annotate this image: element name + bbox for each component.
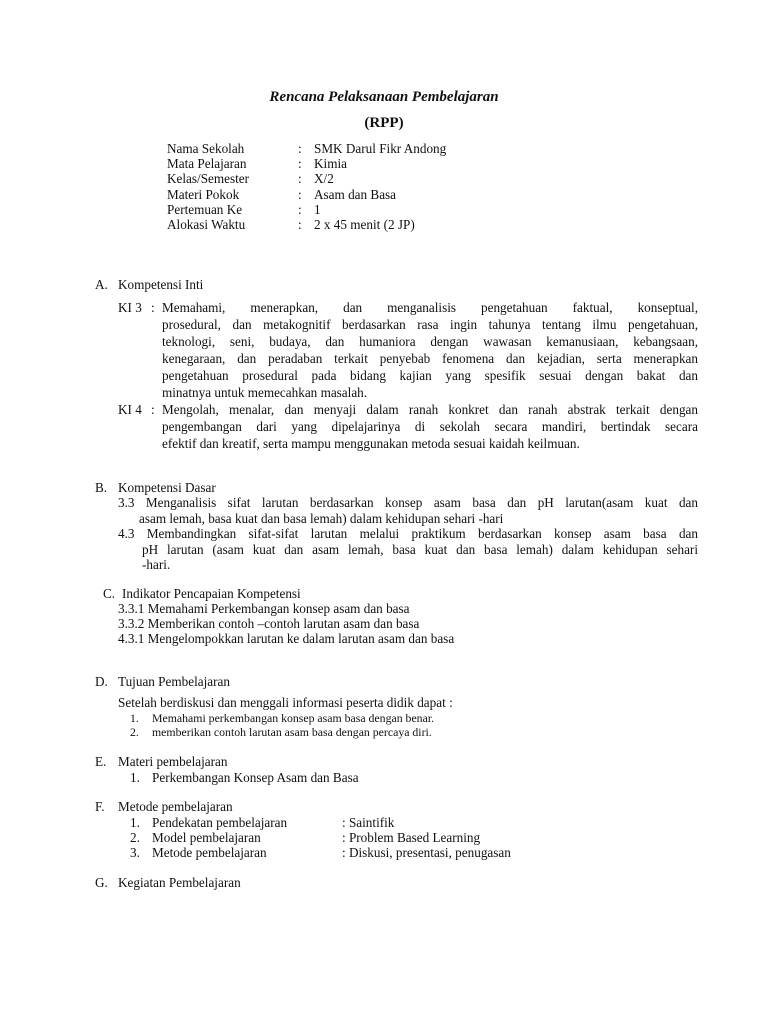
info-label: Mata Pelajaran [167,156,247,171]
kd-3-3-line: asam lemah, basa kuat dan basa lemah) dalam kehidupan sehari -hari [139,511,504,526]
method-label: Metode pembelajaran [152,845,267,860]
section-a-heading: Kompetensi Inti [118,277,204,292]
kd-4-3-line: pH larutan (asam kuat dan asam lemah, basa kuat dan basa lemah) dalam kehidupan sehari [142,542,698,557]
section-d-heading: Tujuan Pembelajaran [118,674,230,689]
section-e-heading: Materi pembelajaran [118,754,228,769]
ki4-sep: : [151,402,155,417]
indicator-item: 3.3.1 Memahami Perkembangan konsep asam dan basa [118,601,410,616]
info-sep: : [298,202,302,217]
ki4-text-line: pengembangan dari yang dipelajarinya di sekolah secara mandiri, bertindak secara [162,419,698,434]
method-value: : Diskusi, presentasi, penugasan [342,845,511,860]
ki3-text-line: pengetahuan prosedural pada bidang kajian yang spesifik sesuai dengan bakat dan [162,368,698,383]
ki4-label: KI 4 [118,402,142,417]
info-label: Pertemuan Ke [167,202,243,217]
section-d-letter: D. [95,674,108,689]
info-label: Alokasi Waktu [167,217,246,232]
info-value: Kimia [314,156,347,171]
kd-3-3-line: 3.3 Menganalisis sifat larutan berdasarkan konsep asam basa dan pH larutan(asam kuat dan [118,495,698,510]
document-subtitle: (RPP) [364,115,404,131]
ki4-text-line: efektif dan kreatif, serta mampu menggunakan metoda sesuai kaidah keilmuan. [162,436,580,451]
section-e-letter: E. [95,754,107,769]
objective-number: 2. [130,725,139,739]
info-label: Kelas/Semester [167,171,250,186]
info-value: X/2 [314,171,334,186]
info-sep: : [298,156,302,171]
ki3-text-line: Memahami, menerapkan, dan menganalisis pengetahuan faktual, konseptual, [162,300,698,315]
indicator-item: 4.3.1 Mengelompokkan larutan ke dalam larutan asam dan basa [118,631,455,646]
objective-intro: Setelah berdiskusi dan menggali informasi peserta didik dapat : [118,695,453,710]
info-sep: : [298,171,302,186]
ki3-text-line: prosedural, dan metakognitif berdasarkan rasa ingin tahunya tentang ilmu pengetahuan, [162,317,698,332]
kd-4-3-line: -hari. [142,557,171,572]
info-label: Materi Pokok [167,187,240,202]
method-label: Model pembelajaran [152,830,261,845]
section-c-letter: C. [103,586,116,601]
info-sep: : [298,141,302,156]
materi-number: 1. [130,770,140,785]
info-sep: : [298,187,302,202]
info-value: SMK Darul Fikr Andong [314,141,447,156]
method-label: Pendekatan pembelajaran [152,815,288,830]
method-value: : Problem Based Learning [342,830,481,845]
info-value: 2 x 45 menit (2 JP) [314,217,415,232]
objective-item: memberikan contoh larutan asam basa dengan percaya diri. [152,725,432,739]
document-title: Rencana Pelaksanaan Pembelajaran [269,89,499,105]
section-a-letter: A. [95,277,108,292]
indicator-item: 3.3.2 Memberikan contoh –contoh larutan asam dan basa [118,616,420,631]
method-value: : Saintifik [342,815,395,830]
section-b-letter: B. [95,480,108,495]
objective-item: Memahami perkembangan konsep asam basa dengan benar. [152,711,435,725]
section-c-heading: Indikator Pencapaian Kompetensi [122,586,301,601]
ki3-text-line: kenegaraan, dan peradaban terkait penyebab fenomena dan kejadian, serta menerapkan [162,351,698,366]
section-b-heading: Kompetensi Dasar [118,480,216,495]
section-f-letter: F. [95,799,105,814]
ki3-text-line: minatnya untuk memecahkan masalah. [162,385,368,400]
materi-item: Perkembangan Konsep Asam dan Basa [152,770,359,785]
ki3-text-line: teknologi, seni, budaya, dan humaniora dengan wawasan kemanusiaan, kebangsaan, [162,334,698,349]
section-f-heading: Metode pembelajaran [118,799,233,814]
ki4-text-line: Mengolah, menalar, dan menyaji dalam ranah konkret dan ranah abstrak terkait dengan [162,402,698,417]
info-label: Nama Sekolah [167,141,245,156]
method-number: 1. [130,815,140,830]
objective-number: 1. [130,711,139,725]
method-number: 2. [130,830,140,845]
method-number: 3. [130,845,140,860]
ki3-sep: : [151,300,155,315]
kd-4-3-line: 4.3 Membandingkan sifat-sifat larutan melalui praktikum berdasarkan konsep asam basa dan [118,526,698,541]
section-g-heading: Kegiatan Pembelajaran [118,875,241,890]
ki3-label: KI 3 [118,300,142,315]
info-value: 1 [314,202,321,217]
section-g-letter: G. [95,875,108,890]
info-sep: : [298,217,302,232]
info-value: Asam dan Basa [314,187,397,202]
